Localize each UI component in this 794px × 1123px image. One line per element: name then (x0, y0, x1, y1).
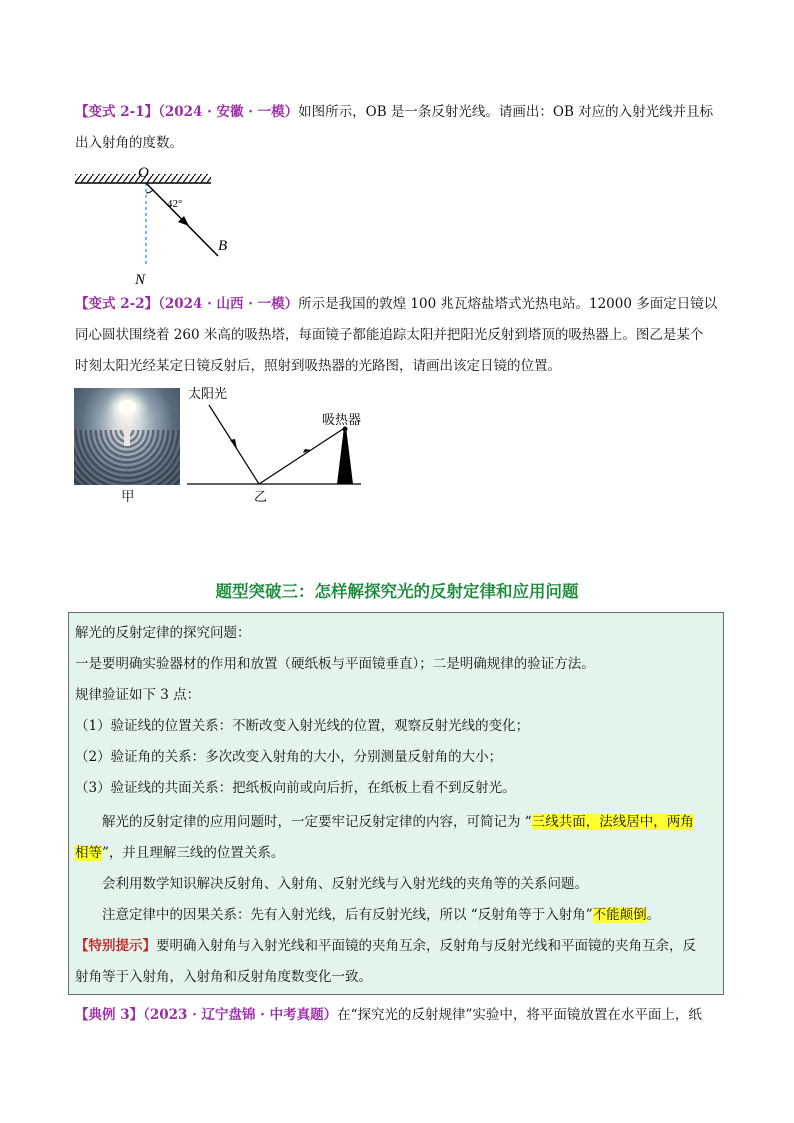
point-n-label: N (135, 272, 146, 288)
variant-2-2-text1: 所示是我国的敦煌 100 兆瓦熔盐塔式光热电站。12000 多面定日镜以 (298, 296, 718, 312)
variant-2-2-source: （2024 · 山西 · 一模） (158, 296, 299, 312)
box-line-5: （2）验证角的关系：多次改变入射角的大小，分别测量反射角的大小； (75, 749, 503, 765)
solar-plant-photo (74, 388, 180, 485)
variant-2-1-source: （2024 · 安徽 · 一模） (158, 104, 299, 120)
incident-ray-arrow (230, 439, 237, 449)
absorber-head (343, 427, 348, 432)
box-line-7-text: 解光的反射定律的应用问题时，一定要牢记反射定律的内容，可简记为 “ (102, 814, 532, 830)
highlight-cannot-reverse: 不能颠倒 (592, 907, 647, 923)
variant-2-2-line1 (75, 294, 717, 314)
example-3-tag: 【典例 3】 (75, 1007, 144, 1023)
box-line-9: 会利用数学知识解决反射角、入射角、反射光线与入射光线的夹角等的关系问题。 (102, 876, 588, 892)
box-line-7 (102, 812, 694, 832)
variant-2-2-line3: 时刻太阳光经某定日镜反射后，照射到吸热器的光路图，请画出该定日镜的位置。 (75, 358, 561, 374)
tower-glow (118, 400, 136, 414)
box-line-3: 规律验证如下 3 点： (75, 687, 201, 703)
box-line-1: 解光的反射定律的探究问题： (75, 625, 251, 641)
variant-2-1-line2: 出入射角的度数。 (75, 135, 183, 151)
variant-2-2-tag: 【变式 2-2】 (75, 296, 159, 312)
reflected-ray (259, 429, 343, 484)
box-line-4: （1）验证线的位置关系：不断改变入射光线的位置，观察反射光线的变化； (75, 718, 530, 734)
box-line-8-text: ”，并且理解三线的位置关系。 (102, 845, 285, 861)
point-b-label: B (218, 238, 228, 254)
mirror-reflection-diagram (68, 160, 238, 288)
special-tip-tag: 【特别提示】 (75, 938, 156, 954)
example-3-line (75, 1005, 702, 1025)
box-line-6: （3）验证线的共面关系：把纸板向前或向后折，在纸板上看不到反射光。 (75, 780, 516, 796)
method-summary-box (68, 612, 724, 995)
absorber-tower (337, 427, 353, 484)
box-line-10 (102, 905, 660, 925)
variant-2-1-tag: 【变式 2-1】 (75, 104, 159, 120)
variant-2-1-text1: 如图所示，OB 是一条反射光线。请画出：OB 对应的入射光线并且标 (298, 104, 714, 120)
highlight-rule-summary: 三线共面，法线居中，两角 (531, 814, 694, 830)
light-path-diagram (185, 383, 375, 507)
box-line-8 (75, 843, 284, 863)
sunlight-label: 太阳光 (188, 386, 228, 401)
example-3-text: 在“探究光的反射规律”实验中，将平面镜放置在水平面上，纸 (337, 1007, 702, 1023)
box-line-10-end: 。 (646, 907, 661, 923)
box-line-12: 射角等于入射角，入射角和反射角度数变化一致。 (75, 969, 372, 985)
variant-2-2-line2: 同心圆状围绕着 260 米高的吸热塔，每面镜子都能追踪太阳并把阳光反射到塔顶的吸热器上。图乙是某个 (75, 327, 704, 343)
angle-label: 42° (167, 198, 183, 210)
box-line-2: 一是要明确实验器材的作用和放置（硬纸板与平面镜垂直）；二是明确规律的验证方法。 (75, 656, 595, 672)
absorber-label: 吸热器 (322, 412, 362, 427)
point-o-label: O (138, 165, 149, 181)
figure-jia-label: 甲 (121, 489, 135, 505)
figure-yi-label: 乙 (254, 489, 268, 504)
box-line-11 (75, 936, 696, 956)
example-3-source: （2023 · 辽宁盘锦 · 中考真题） (143, 1007, 338, 1023)
box-line-10-text: 注意定律中的因果关系：先有入射光线，后有反射光线，所以 “反射角等于入射角” (102, 907, 593, 923)
variant-2-1-line1 (75, 102, 713, 122)
angle-arc (146, 190, 153, 193)
box-line-11-text: 要明确入射角与入射光线和平面镜的夹角互余，反射角与反射光线和平面镜的夹角互余，反 (156, 938, 696, 954)
highlight-equal: 相等 (75, 845, 102, 861)
section-title: 题型突破三：怎样解探究光的反射定律和应用问题 (215, 582, 579, 601)
